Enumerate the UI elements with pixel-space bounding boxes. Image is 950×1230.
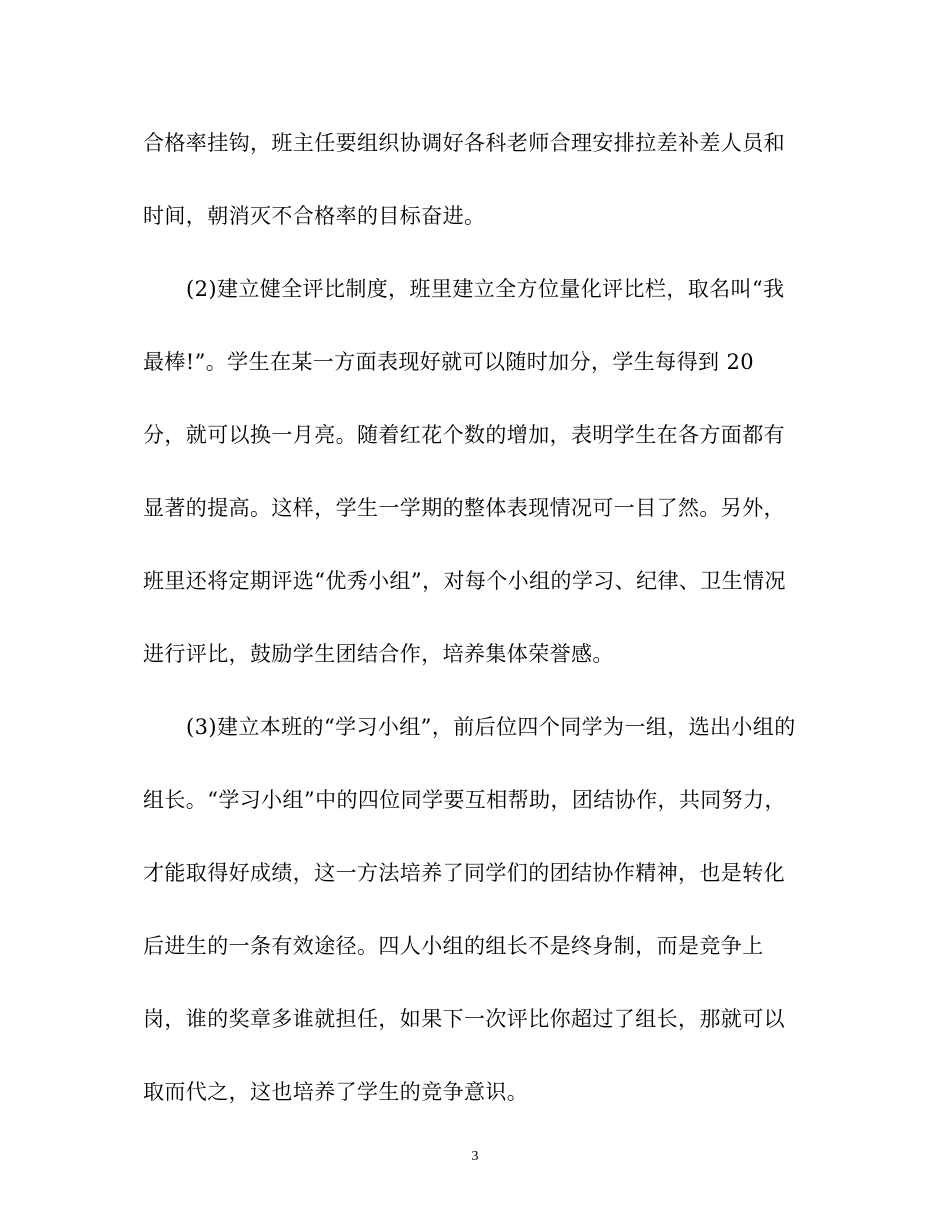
text-line: 显著的提高。这样，学生一学期的整体表现情况可一目了然。另外， — [143, 496, 785, 520]
text-line: 才能取得好成绩，这一方法培养了同学们的团结协作精神，也是转化 — [143, 861, 785, 885]
text-line: 最棒!”。学生在某一方面表现好就可以随时加分，学生每得到 20 — [143, 350, 754, 374]
page-number: 3 — [471, 1149, 479, 1164]
text-line: 时间，朝消灭不合格率的目标奋进。 — [143, 204, 486, 228]
text-line: 合格率挂钩，班主任要组织协调好各科老师合理安排拉差补差人员和 — [143, 131, 785, 155]
text-line: 组长。“学习小组”中的四位同学要互相帮助，团结协作，共同努力， — [143, 788, 786, 812]
text-line: 岗，谁的奖章多谁就担任，如果下一次评比你超过了组长，那就可以 — [143, 1007, 785, 1031]
text-line: 取而代之，这也培养了学生的竞争意识。 — [143, 1080, 529, 1104]
text-line: 后进生的一条有效途径。四人小组的组长不是终身制，而是竞争上 — [143, 934, 764, 958]
text-line: 分，就可以换一月亮。随着红花个数的增加，表明学生在各方面都有 — [143, 423, 785, 447]
text-line: (2)建立健全评比制度，班里建立全方位量化评比栏，取名叫“我 — [186, 277, 785, 301]
text-line: (3)建立本班的“学习小组”，前后位四个同学为一组，选出小组的 — [186, 715, 796, 739]
text-line: 进行评比，鼓励学生团结合作，培养集体荣誉感。 — [143, 642, 614, 666]
text-line: 班里还将定期评选“优秀小组”，对每个小组的学习、纪律、卫生情况 — [143, 569, 786, 593]
